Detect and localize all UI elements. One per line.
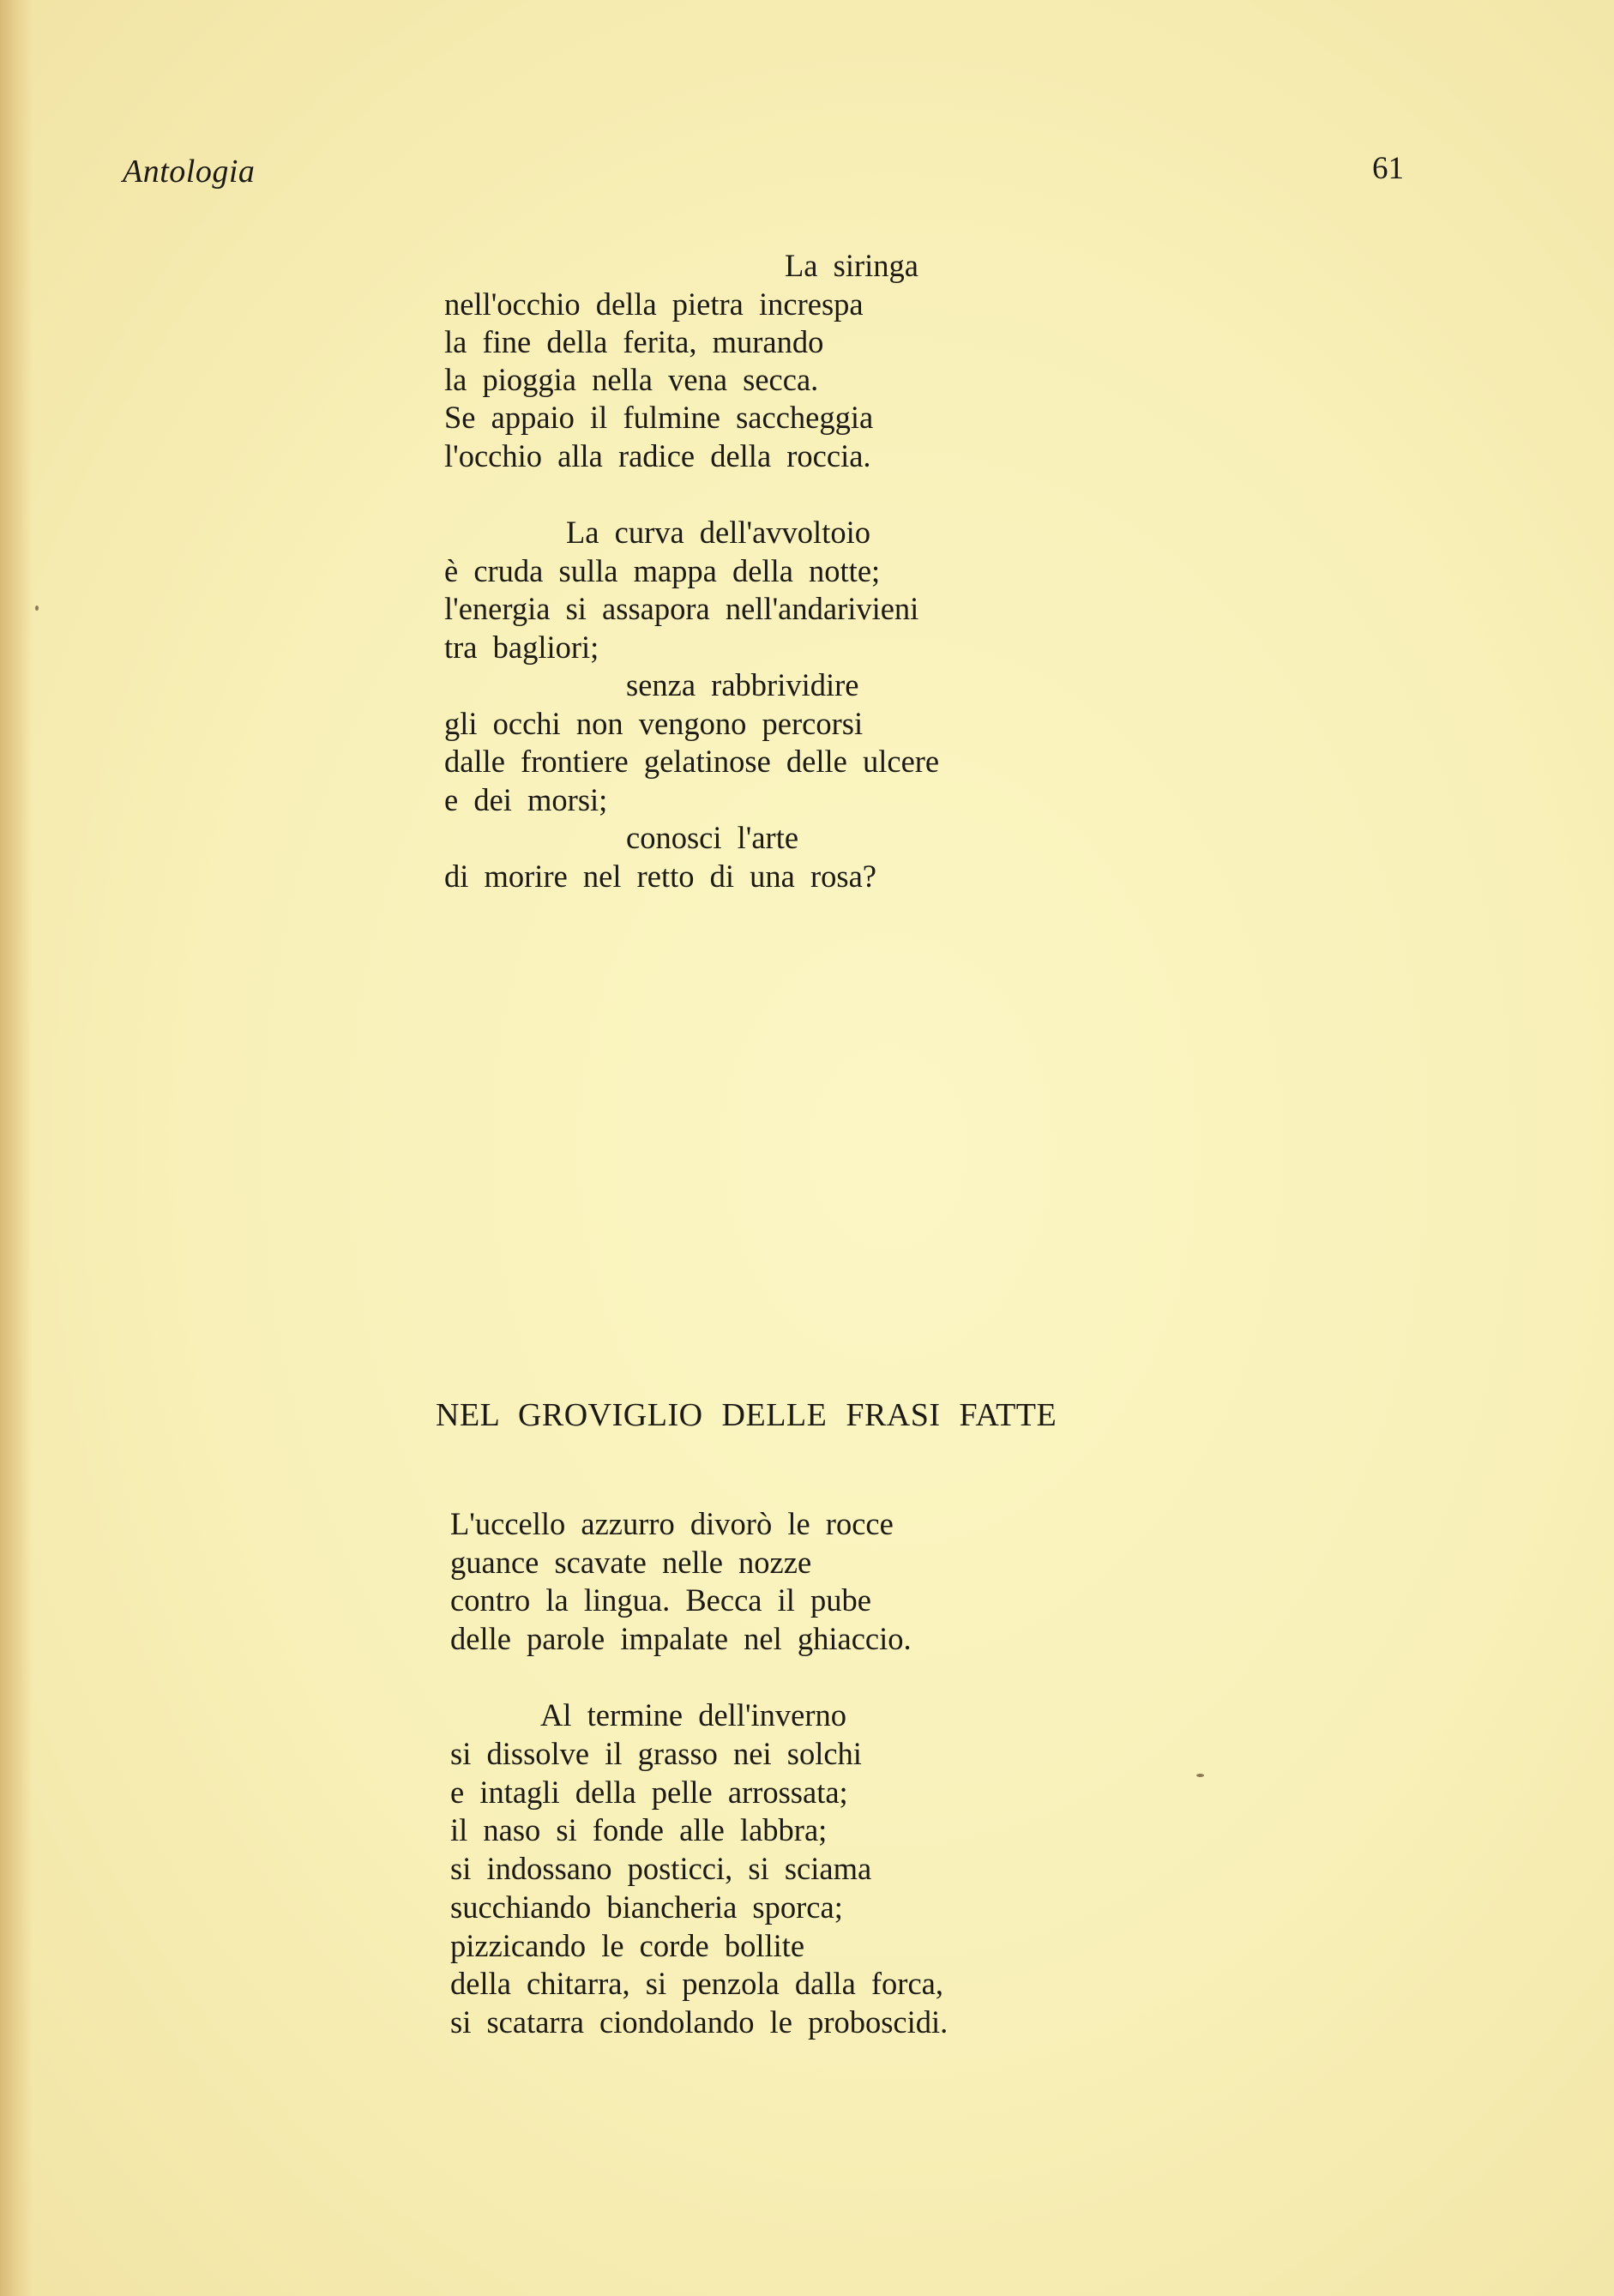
poem-line: è cruda sulla mappa della notte; — [444, 553, 881, 588]
page-edge-shadow — [0, 0, 33, 2296]
poem-line: e intagli della pelle arrossata; — [450, 1775, 848, 1810]
poem-line: e dei morsi; — [444, 782, 608, 817]
poem-line: guance scavate nelle nozze — [450, 1545, 812, 1580]
poem-line: conosci l'arte — [626, 820, 799, 855]
poem-line: La siringa — [785, 248, 918, 283]
poem-line: il naso si fonde alle labbra; — [450, 1812, 828, 1847]
poem-line: si indossano posticci, si sciama — [450, 1851, 872, 1886]
poem-line: succhiando biancheria sporca; — [450, 1889, 843, 1925]
poem-line: L'uccello azzurro divorò le rocce — [450, 1506, 894, 1541]
poem-line: nell'occhio della pietra increspa — [444, 286, 864, 322]
poem-line: l'occhio alla radice della roccia. — [444, 438, 871, 473]
poem-line: pizzicando le corde bollite — [450, 1928, 805, 1963]
paper-speck — [35, 606, 39, 611]
poem-line: Al termine dell'inverno — [540, 1697, 847, 1733]
poem-line: si dissolve il grasso nei solchi — [450, 1736, 862, 1771]
poem-line: si scatarra ciondolando le proboscidi. — [450, 2004, 949, 2040]
poem-line: la fine della ferita, murando — [444, 324, 824, 359]
running-head: Antologia — [123, 154, 256, 190]
poem-line: tra bagliori; — [444, 630, 599, 665]
poem-line: senza rabbrividire — [626, 667, 859, 702]
poem-line: contro la lingua. Becca il pube — [450, 1582, 871, 1618]
paper-speck — [1196, 1774, 1204, 1777]
poem-line: Se appaio il fulmine saccheggia — [444, 400, 874, 435]
poem-line: la pioggia nella vena secca. — [444, 362, 819, 397]
poem-line: gli occhi non vengono percorsi — [444, 706, 864, 741]
page-number: 61 — [1372, 151, 1404, 186]
poem-line: delle parole impalate nel ghiaccio. — [450, 1621, 912, 1656]
poem-line: l'energia si assapora nell'andarivieni — [444, 591, 919, 626]
poem-line: dalle frontiere gelatinose delle ulcere — [444, 744, 940, 779]
poem-line: di morire nel retto di una rosa? — [444, 859, 877, 894]
poem-line: della chitarra, si penzola dalla forca, — [450, 1966, 943, 2001]
poem-title: NEL GROVIGLIO DELLE FRASI FATTE — [436, 1397, 1057, 1433]
poem-line: La curva dell'avvoltoio — [566, 515, 870, 550]
